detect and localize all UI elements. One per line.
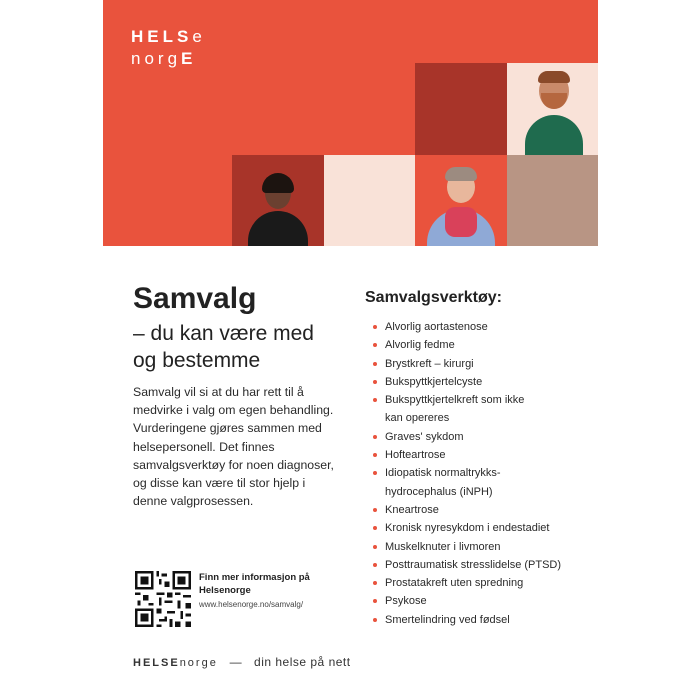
poster	[103, 0, 598, 700]
list-item: Bukspyttkjertelcyste	[369, 373, 589, 391]
qr-code[interactable]	[135, 571, 191, 627]
list-item: Bukspyttkjertelkreft som ikke kan opereres	[369, 391, 589, 428]
portrait-man-photo	[507, 63, 598, 155]
list-item: Alvorlig fedme	[369, 336, 589, 354]
tools-list	[369, 318, 589, 629]
footer-dash: —	[229, 655, 243, 669]
list-item: Prostatakreft uten spredning	[369, 574, 589, 592]
footer	[133, 655, 351, 669]
intro-paragraph: Samvalg vil si at du har rett til å medvirke i valg om egen behandling. Vurderingene gjøres sammen med helsepersonell. Det finnes samvalgsverktøy for noen diagnoser, og disse kan være til stor hjelp i denne valgprosessen.	[133, 385, 334, 509]
helsenorge-logo: HELSe norgE	[131, 27, 206, 68]
hero-banner	[103, 0, 598, 246]
list-item: Smertelindring ved fødsel	[369, 611, 589, 629]
portrait-woman-photo	[232, 155, 324, 246]
list-item: Muskelknuter i livmoren	[369, 538, 589, 556]
tools-heading: Samvalgsverktøy:	[365, 289, 502, 306]
color-tile	[415, 63, 507, 155]
list-item: Kronisk nyresykdom i endestadiet	[369, 519, 589, 537]
list-item: Hofteartrose	[369, 446, 589, 464]
color-tile	[507, 155, 598, 246]
list-item: Kneartrose	[369, 501, 589, 519]
list-item: Posttraumatisk stresslidelse (PTSD)	[369, 556, 589, 574]
list-item: Graves' sykdom	[369, 428, 589, 446]
list-item: Psykose	[369, 592, 589, 610]
list-item: Alvorlig aortastenose	[369, 318, 589, 336]
photo-tile	[232, 155, 324, 246]
page-title: Samvalg	[133, 282, 257, 315]
info-line: Finn mer informasjon på	[199, 572, 310, 583]
info-line: Helsenorge	[199, 585, 251, 596]
page-subtitle: – du kan være med og bestemme	[133, 322, 314, 372]
photo-tile	[507, 63, 598, 155]
info-url-link[interactable]: www.helsenorge.no/samvalg/	[199, 600, 304, 609]
more-info	[199, 571, 339, 609]
list-item: Brystkreft – kirurgi	[369, 355, 589, 373]
portrait-older-woman-photo	[415, 155, 507, 246]
footer-logo: HELSEnorge	[133, 657, 218, 669]
footer-tagline: din helse på nett	[254, 655, 351, 669]
photo-tile	[415, 155, 507, 246]
list-item: Idiopatisk normaltrykks-hydrocephalus (iNPH)	[369, 464, 589, 501]
color-tile	[324, 155, 415, 246]
